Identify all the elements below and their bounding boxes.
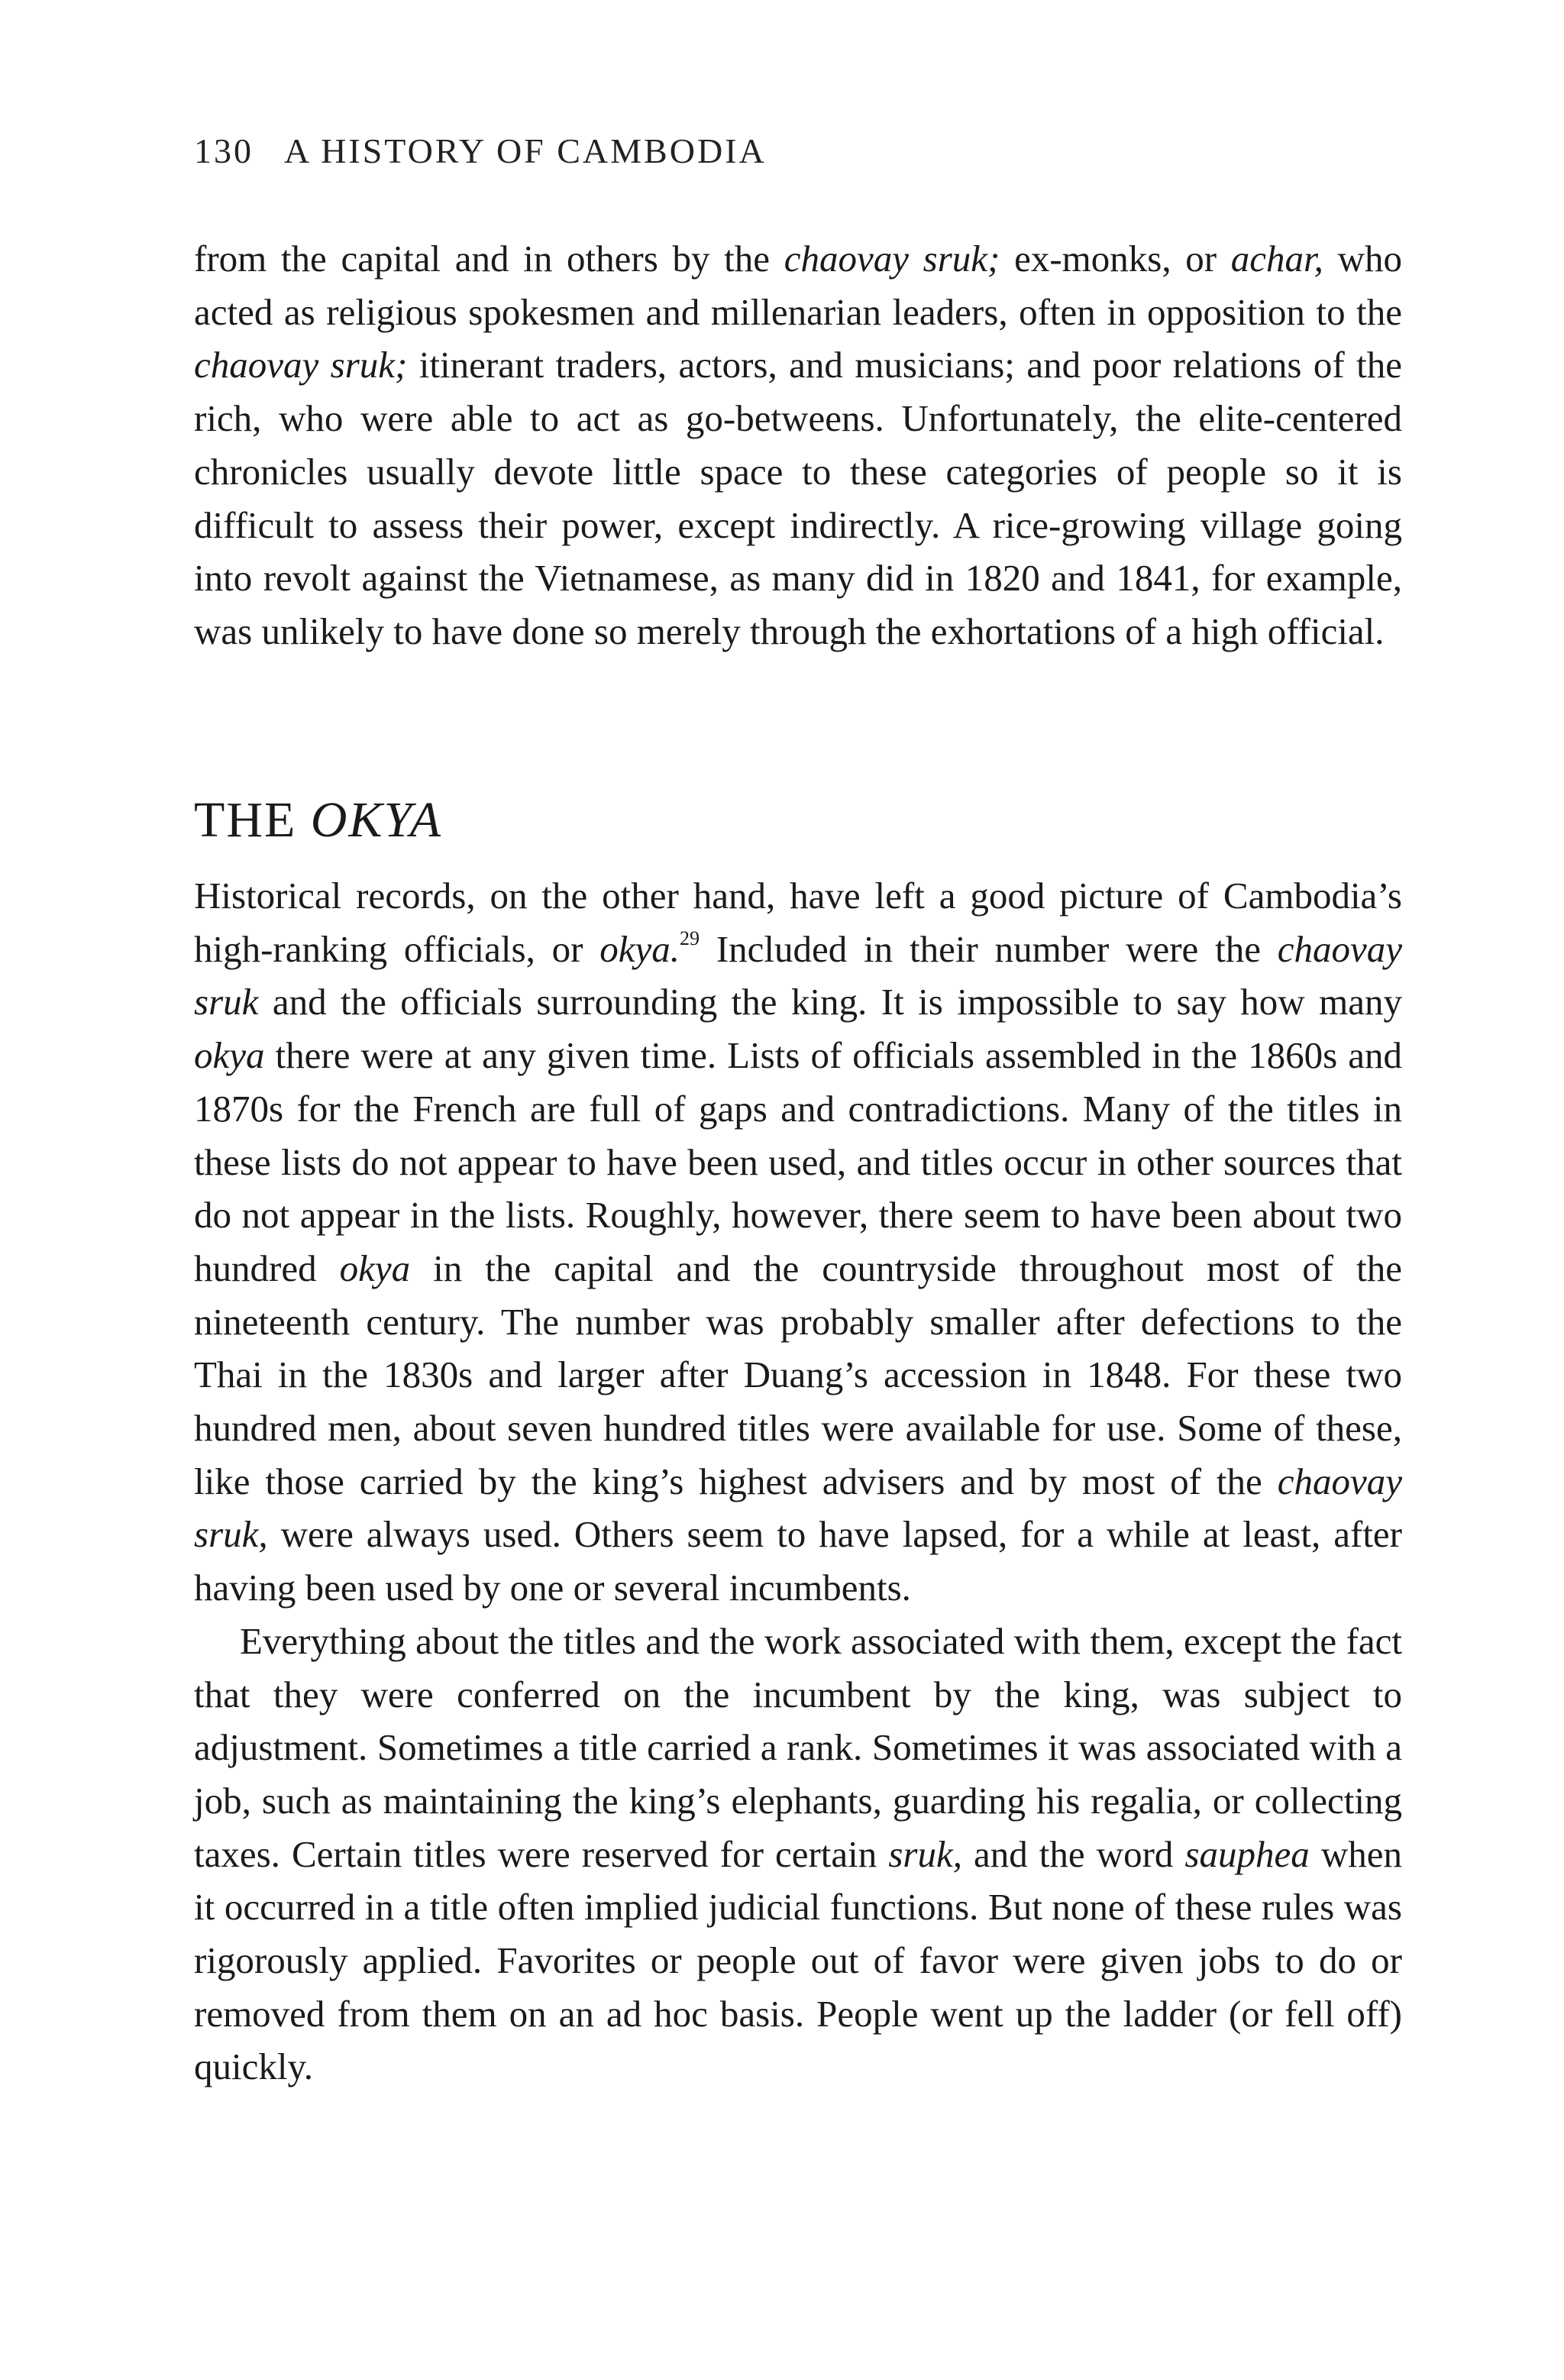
- footnote-reference[interactable]: 29: [680, 926, 700, 949]
- heading-italic-term: OKYA: [310, 792, 442, 848]
- italic-term: chaovay sruk;: [194, 344, 408, 386]
- text-run: itinerant traders, actors, and musicians; and poor relations of the rich, who were able to act as go-betweens. Unfortunately, the elite-centered chronicles usually devote little space to these categories of people so it is difficult to assess their power, except indirectly. A rice-growing village going into revolt against the Vietnamese, as many did in 1820 and 1841, for example, was unlikely to have done so merely through the exhortations of a high official.: [194, 344, 1402, 652]
- okya-text-block: [194, 869, 1402, 2094]
- okya-paragraph-2: [194, 1615, 1402, 2094]
- heading-text: THE: [194, 792, 311, 848]
- running-title: A HISTORY OF CAMBODIA: [284, 131, 767, 170]
- italic-term: chaovay sruk;: [784, 238, 1000, 280]
- text-run: Historical records, on the other hand, have left a good picture of Cambodia’s high-ranking officials, or: [194, 875, 1402, 970]
- section-heading: [194, 788, 1401, 852]
- text-run: in the capital and the countryside throughout most of the nineteenth century. The number was probably smaller after defections to the Thai in the 1830s and larger after Duang’s accession in 1848. For these two hundred men, about seven hundred titles were available for use. Some of these, like those carried by the king’s highest advisers and by most of the: [194, 1247, 1402, 1502]
- italic-term: chaovay sruk: [194, 927, 1402, 1023]
- okya-paragraph-1: [194, 869, 1402, 1615]
- text-run: and the officials surrounding the king. It is impossible to say how many: [258, 981, 1402, 1023]
- opening-paragraph: [194, 232, 1402, 658]
- running-header: [194, 128, 1401, 174]
- italic-term: okya: [194, 1034, 265, 1077]
- italic-term: sruk,: [888, 1832, 962, 1875]
- italic-term: sauphea: [1184, 1832, 1310, 1875]
- opening-text-block: [194, 232, 1402, 658]
- text-run: from the capital and in others by the: [194, 238, 784, 280]
- text-run: and the word: [961, 1832, 1185, 1875]
- text-run: Included in their number were the: [700, 927, 1278, 970]
- text-run: were always used. Others seem to have lapsed, for a while at least, after having been used by one or several incumbents.: [194, 1513, 1402, 1609]
- italic-term: okya: [339, 1247, 411, 1289]
- italic-term: chaovay sruk,: [194, 1460, 1402, 1556]
- text-run: there were at any given time. Lists of officials assembled in the 1860s and 1870s for the French are full of gaps and contradictions. Many of the titles in these lists do not appear to have been used, and titles occur in other sources that do not appear in the lists. Roughly, however, there seem to have been about two hundred: [194, 1034, 1402, 1289]
- text-run: ex-monks, or: [1000, 238, 1231, 280]
- text-run: Everything about the titles and the work associated with them, except the fact that they were conferred on the incumbent by the king, was subject to adjustment. Sometimes a title carried a rank. Sometimes it was associated with a job, such as maintaining the king’s elephants, guarding his regalia, or collecting taxes. Certain titles were reserved for certain: [194, 1619, 1402, 1875]
- text-run: when it occurred in a title often implied judicial functions. But none of these rules was rigorously applied. Favorites or people out of favor were given jobs to do or removed from them on an ad hoc basis. People went up the ladder (or fell off) quickly.: [194, 1832, 1402, 2088]
- page-number: 130: [194, 131, 254, 170]
- italic-term: achar,: [1230, 238, 1323, 280]
- text-run: who acted as religious spokesmen and millenarian leaders, often in opposition to the: [194, 238, 1403, 333]
- italic-term: okya.: [599, 927, 680, 970]
